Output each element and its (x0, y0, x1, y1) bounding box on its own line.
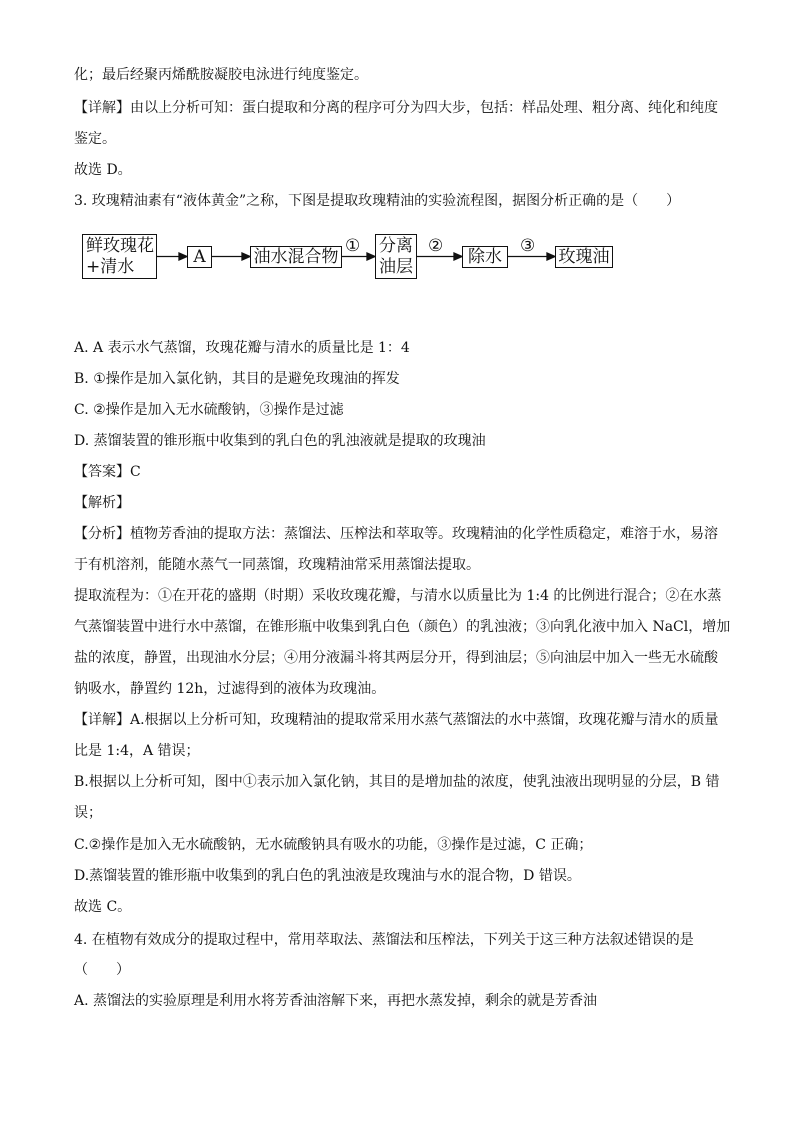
flow-node-text: 油水混合物 (253, 246, 339, 267)
analysis-heading: 【解析】 (74, 495, 130, 511)
flow-node-separate-oil-layer (375, 234, 417, 279)
step-label-3: ③ (520, 236, 536, 256)
q4-option-a: A. 蒸馏法的实验原理是利用水将芳香油溶解下来，再把水蒸发掉，剩余的就是芳香油 (74, 993, 598, 1009)
step-label-2: ② (428, 236, 444, 256)
arrowhead-1 (179, 253, 187, 260)
intro-line: 故选 D。 (74, 162, 132, 178)
arrowhead-5 (547, 253, 555, 260)
flow-node-rose-oil (555, 246, 613, 268)
analysis-line: 气蒸馏装置中进行水中蒸馏，在锥形瓶中收集到乳白色（颜色）的乳浊液；③向乳化液中加入 NaCl，增加 (74, 619, 731, 635)
detail-line: 比是 1:4，A 错误； (74, 743, 200, 759)
flow-node-text: A (193, 246, 206, 267)
question-3-stem: 3. 玫瑰精油素有“液体黄金”之称，下图是提取玫瑰精油的实验流程图，据图分析正确的是（ ） (74, 193, 681, 209)
intro-line: 【详解】由以上分析可知：蛋白提取和分离的程序可分为四大步，包括：样品处理、粗分离、纯化和纯度 (74, 100, 718, 116)
question-4-stem: 4. 在植物有效成分的提取过程中，常用萃取法、蒸馏法和压榨法，下列关于这三种方法叙述错误的是 (74, 932, 694, 948)
analysis-line: 提取流程为：①在开花的盛期（时期）采收玫瑰花瓣，与清水以质量比为 1:4 的比例进行混合；②在水蒸 (74, 588, 722, 604)
detail-line: C.②操作是加入无水硫酸钠，无水硫酸钠具有吸水的功能，③操作是过滤，C 正确； (74, 837, 593, 853)
flow-node-remove-water (462, 246, 508, 268)
flow-node-text: 玫瑰油 (558, 246, 610, 267)
option-c: C. ②操作是加入无水硫酸钠，③操作是过滤 (74, 402, 344, 418)
intro-line: 化；最后经聚丙烯酰胺凝胶电泳进行纯度鉴定。 (74, 67, 368, 83)
analysis-line: 于有机溶剂，能随水蒸气一同蒸馏，玫瑰精油常采用蒸馏法提取。 (74, 557, 480, 573)
arrowhead-3 (367, 253, 375, 260)
question-4-stem-bracket: （ ） (74, 962, 130, 978)
answer: 【答案】C (74, 464, 141, 480)
analysis-line: 盐的浓度，静置，出现油水分层；④用分液漏斗将其两层分开，得到油层；⑤向油层中加入一些无水硫酸 (74, 650, 718, 666)
flow-node-oil-water-mixture (250, 246, 342, 268)
flow-node-text: 除水 (468, 246, 502, 267)
flow-node-rose-water (82, 234, 157, 279)
flow-node-a (187, 246, 212, 268)
analysis-line: 钠吸水，静置约 12h，过滤得到的液体为玫瑰油。 (74, 681, 386, 697)
option-b: B. ①操作是加入氯化钠，其目的是避免玫瑰油的挥发 (74, 371, 400, 387)
flow-node-text: 分离 (379, 235, 413, 256)
step-label-1: ① (345, 236, 361, 256)
intro-line: 鉴定。 (74, 131, 116, 147)
detail-line: 误； (74, 805, 102, 821)
flow-node-text: 鲜玫瑰花 (86, 235, 154, 256)
option-d: D. 蒸馏装置的锥形瓶中收集到的乳白色的乳浊液就是提取的玫瑰油 (74, 433, 486, 449)
option-a: A. A 表示水气蒸馏，玫瑰花瓣与清水的质量比是 1：4 (74, 340, 410, 356)
detail-line: B.根据以上分析可知，图中①表示加入氯化钠，其目的是增加盐的浓度，使乳浊液出现明显的分层，B 错 (74, 774, 720, 790)
flow-node-text: 油层 (379, 256, 413, 277)
conclusion: 故选 C。 (74, 899, 132, 915)
detail-line: 【详解】A.根据以上分析可知，玫瑰精油的提取常采用水蒸气蒸馏法的水中蒸馏，玫瑰花瓣与清水的质量 (74, 712, 719, 728)
flow-node-text: +清水 (86, 256, 135, 277)
detail-line: D.蒸馏装置的锥形瓶中收集到的乳白色的乳浊液是玫瑰油与水的混合物，D 错误。 (74, 868, 581, 884)
arrowhead-4 (454, 253, 462, 260)
analysis-line: 【分析】植物芳香油的提取方法：蒸馏法、压榨法和萃取等。玫瑰精油的化学性质稳定，难溶于水，易溶 (74, 526, 718, 542)
arrowhead-2 (242, 253, 250, 260)
